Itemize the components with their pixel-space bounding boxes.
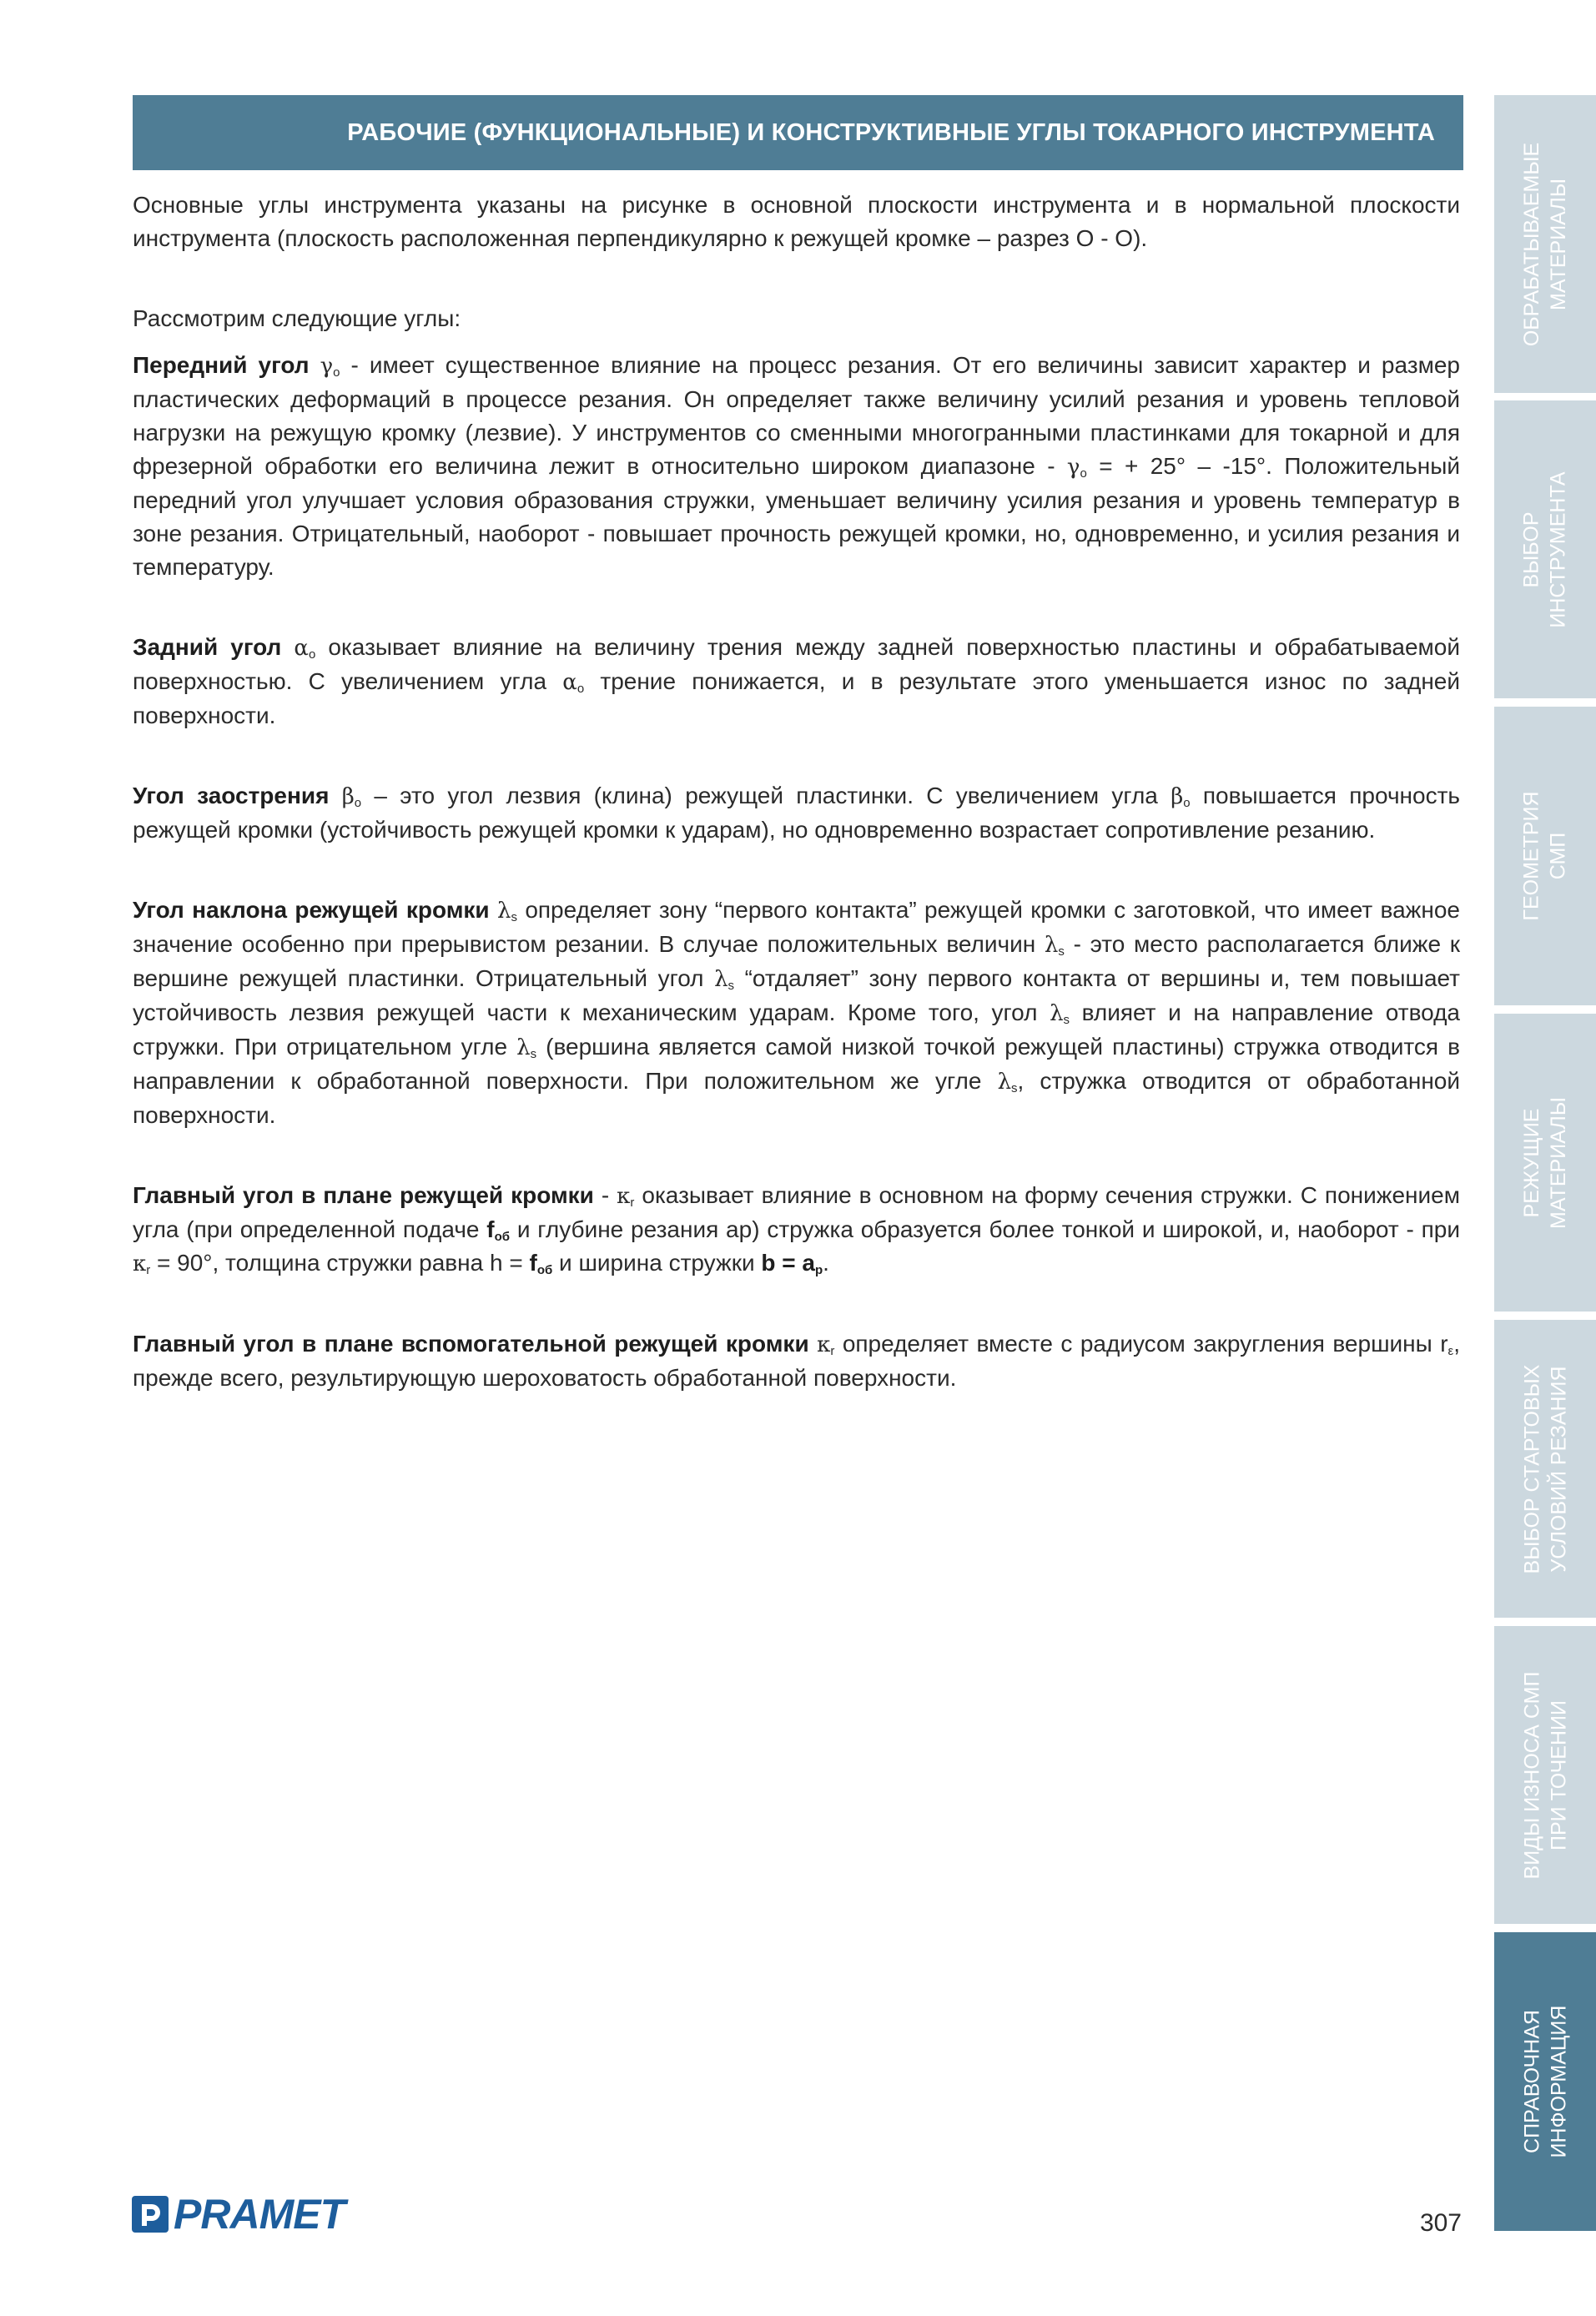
feed-subscript: об [494,1230,511,1244]
section-header-bar [133,95,1463,170]
lambda-subscript: s [728,979,735,993]
inclination-angle-paragraph [133,894,1460,1132]
approach-text-4: и ширина стружки [552,1250,762,1276]
beta-subscript: o [354,796,362,810]
side-tab-insert-wear[interactable] [1494,1626,1596,1924]
wedge-text-1: – это угол лезвия (клина) режущей пластинки. С увеличением угла [361,783,1171,808]
side-tab-line: ИНСТРУМЕНТА [1547,471,1571,628]
inclination-angle-term: Угол наклона режущей кромки [133,897,490,923]
chip-width-formula: b = a [761,1250,815,1276]
kappa-symbol: κ [617,1184,631,1209]
article-body [133,189,1460,1395]
lambda-subscript: s [1058,944,1065,959]
side-tab-tool-selection[interactable] [1494,400,1596,698]
alpha-subscript: o [308,647,316,662]
side-tab-label [1518,1364,1572,1573]
feed-symbol: f [486,1216,495,1242]
approach-text-5: . [823,1250,829,1276]
clearance-angle-term: Задний угол [133,634,282,660]
chip-width-subscript: p [814,1263,823,1277]
section-title: РАБОЧИЕ (ФУНКЦИОНАЛЬНЫЕ) И КОНСТРУКТИВНЫЕ УГЛЫ ТОКАРНОГО ИНСТРУМЕНТА [347,118,1435,146]
side-tab-materials[interactable] [1494,95,1596,393]
intro-paragraph: Основные углы инструмента указаны на рисунке в основной плоскости инструмента и в нормальной плоскости инструмента (плоскость расположенная перпендикулярно к режущей кромке – разрез О - О). [133,192,1460,251]
gamma-subscript: o [1080,466,1087,481]
inclination-text-2: - это место располагается ближе к вершине режущей пластинки. Отрицательный угол [133,931,1460,991]
pramet-logo-icon [132,2196,169,2233]
approach-text-2: и глубине резания ap) стружка образуется более тонкой и широкой, и, наоборот - при [510,1216,1460,1242]
minor-text-1: определяет вместе с радиусом закругления вершины r [834,1331,1448,1357]
kappa-symbol: κ [133,1251,147,1276]
feed-subscript: об [536,1263,553,1277]
wedge-angle-paragraph [133,779,1460,847]
side-tab-starting-conditions[interactable] [1494,1320,1596,1618]
lambda-subscript: s [1063,1013,1070,1027]
inclination-text-4: влияет и на направление отвода стружки. При отрицательном угле [133,999,1461,1060]
side-tab-line: ВЫБОР [1520,511,1544,588]
pramet-logo [132,2191,345,2238]
approach-text-1: оказывает влияние в основном на форму сечения стружки. С понижением угла (при определенной подаче [133,1182,1460,1242]
side-tab-line: МАТЕРИАЛЫ [1547,178,1570,310]
kappa-subscript: r [146,1263,151,1277]
side-tab-line: РЕЖУЩИЕ [1520,1108,1543,1217]
minor-angle-paragraph [133,1327,1460,1395]
epsilon-subscript: ε [1447,1344,1454,1358]
lambda-symbol: λ [997,1070,1012,1095]
lambda-subscript: s [511,910,517,924]
side-tab-line: ИНФОРМАЦИЯ [1547,2005,1571,2158]
side-tab-label [1518,471,1572,627]
approach-text-3: = 90°, толщина стружки равна h = [150,1250,530,1276]
approach-angle-paragraph [133,1179,1460,1281]
inclination-text-6: , стружка отводится от обработанной поверхности. [133,1068,1460,1128]
side-tab-line: ГЕОМЕТРИЯ [1520,791,1544,921]
page-number: 307 [1419,2209,1462,2237]
lambda-symbol: λ [714,967,728,992]
clearance-text-1: оказывает влияние на величину трения между задней поверхностью пластины и обрабатываемой поверхностью. С увеличением угла [133,634,1460,694]
alpha-subscript: o [576,682,585,696]
clearance-text-2: трение понижается, и в результате этого уменьшается износ по задней поверхности. [133,668,1461,728]
logo-wordmark: PRAMET [174,2191,345,2238]
side-tab-reference-info[interactable] [1494,1932,1596,2231]
wedge-text-2: повышается прочность режущей кромки (устойчивость режущей кромки к ударам), но одновременно возрастает сопротивление резанию. [133,783,1460,843]
rake-text-1: - имеет существенное влияние на процесс резания. От его величины зависит характер и размер пластических деформаций в процессе резания. Он определяет также величину усилий резания и уровень тепловой нагрузки на режущую кромку (лезвие). У инструментов со сменными многогранными пластинками для токарной и для фрезерной обработки его величина лежит в относительно широком диапазоне - [133,352,1460,479]
consider-line: Рассмотрим следующие углы: [133,305,461,331]
approach-text-0: - [593,1182,617,1208]
side-tab-insert-geometry[interactable] [1494,707,1596,1005]
minor-text-2: , прежде всего, результирующую шероховатость обработанной поверхности. [133,1331,1461,1391]
side-tab-line: ПРИ ТОЧЕНИИ [1547,1699,1571,1850]
side-tab-label [1518,1097,1572,1229]
lambda-symbol: λ [516,1035,531,1060]
side-tab-cutting-materials[interactable] [1494,1014,1596,1312]
approach-angle-term: Главный угол в плане режущей кромки [133,1182,594,1208]
gamma-subscript: o [333,365,340,380]
rake-angle-paragraph [133,349,1460,584]
side-tab-label [1518,2006,1572,2158]
beta-subscript: o [1183,796,1191,810]
kappa-subscript: r [830,1344,835,1358]
lambda-subscript: s [530,1047,537,1061]
beta-symbol: β [341,784,355,809]
inclination-text-3: “отдаляет” зону первого контакта от вершины и, тем повышает устойчивость лезвия режущей части к механическим ударам. Кроме того, угол [133,965,1460,1025]
side-tab-label [1518,791,1572,920]
side-tab-line: СМП [1547,832,1571,880]
wedge-angle-term: Угол заострения [133,783,330,808]
rake-angle-term: Передний угол [133,352,310,378]
lambda-symbol: λ [1044,933,1059,958]
side-tab-line: ВЫБОР СТАРТОВЫХ [1520,1364,1543,1573]
lambda-symbol: λ [1050,1001,1064,1026]
feed-symbol: f [529,1250,537,1276]
alpha-symbol: α [562,670,577,695]
side-tab-line: УСЛОВИЙ РЕЗАНИЯ [1547,1365,1570,1573]
rake-text-2: = + 25° – -15°. Положительный передний угол улучшает условия образования стружки, уменьшает величину усилия резания и уровень температур в зоне резания. Отрицательный, наоборот - повышает прочность режущей кромки, но, одновременно, и усилия резания и температуру. [133,453,1460,580]
gamma-symbol: γ [320,354,334,379]
gamma-symbol: γ [1066,455,1080,480]
beta-symbol: β [1171,784,1184,809]
side-tab-line: ВИДЫ ИЗНОСА СМП [1520,1671,1544,1879]
lambda-symbol: λ [497,899,511,924]
inclination-text-1: определяет зону “первого контакта” режущей кромки с заготовкой, что имеет важное значение особенно при прерывистом резании. В случае положительных величин [133,897,1461,957]
side-tab-line: МАТЕРИАЛЫ [1547,1096,1570,1229]
kappa-subscript: r [630,1196,635,1210]
side-tab-label [1518,142,1572,345]
kappa-symbol: κ [817,1332,831,1357]
side-tab-label [1518,1671,1572,1879]
inclination-text-5: (вершина является самой низкой точкой режущей пластины) стружка отводится в направлении к обработанной поверхности. При положительном же угле [133,1034,1460,1094]
clearance-angle-paragraph [133,631,1460,733]
side-tab-line: ОБРАБАТЫВАЕМЫЕ [1520,142,1543,346]
alpha-symbol: α [294,636,309,661]
lambda-subscript: s [1011,1081,1018,1095]
minor-angle-term: Главный угол в плане вспомогательной режущей кромки [133,1331,809,1357]
side-tab-line: СПРАВОЧНАЯ [1520,2010,1544,2153]
